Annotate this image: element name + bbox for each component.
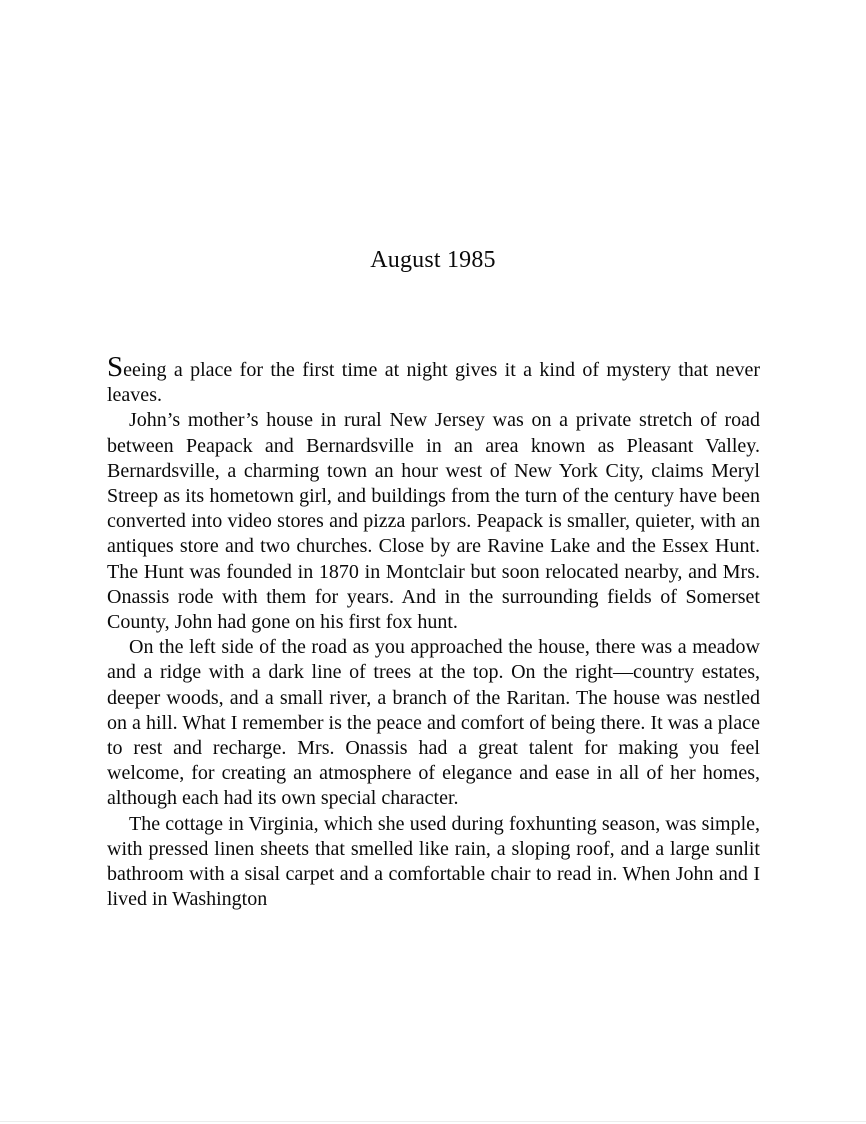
paragraph: On the left side of the road as you approached the house, there was a meadow and a ridge with a dark line of trees at the top. On the right—country estates, deeper woods, and a small river, a branch of the Raritan. The house was nestled on a hill. What I remember is the peace and comfort of being there. It was a place to rest and recharge. Mrs. Onassis had a great talent for making you feel welcome, for creating an atmosphere of elegance and ease in all of her homes, although each had its own special character. [107, 636, 760, 810]
chapter-title: August 1985 [370, 247, 496, 273]
paragraph [107, 351, 760, 408]
paragraph: John’s mother’s house in rural New Jersey was on a private stretch of road between Peapack and Bernardsville in an area known as Pleasant Valley. Bernardsville, a charming town an hour west of New York City, claims Meryl Streep as its hometown girl, and buildings from the turn of the century have been converted into video stores and pizza parlors. Peapack is smaller, quieter, with an antiques store and two churches. Close by are Ravine Lake and the Essex Hunt. The Hunt was founded in 1870 in Montclair but soon relocated nearby, and Mrs. Onassis rode with them for years. And in the surrounding fields of Somerset County, John had gone on his first fox hunt. [107, 409, 760, 634]
paragraph: The cottage in Virginia, which she used during foxhunting season, was simple, with pressed linen sheets that smelled like rain, a sloping roof, and a large sunlit bathroom with a sisal carpet and a comfortable chair to read in. When John and I lived in Washington [107, 812, 760, 911]
page-bottom-divider [0, 1121, 866, 1122]
body-text [107, 351, 760, 912]
initial-capital: S [107, 351, 124, 383]
paragraph-text: eeing a place for the first time at night gives it a kind of mystery that never leaves. [107, 359, 760, 407]
